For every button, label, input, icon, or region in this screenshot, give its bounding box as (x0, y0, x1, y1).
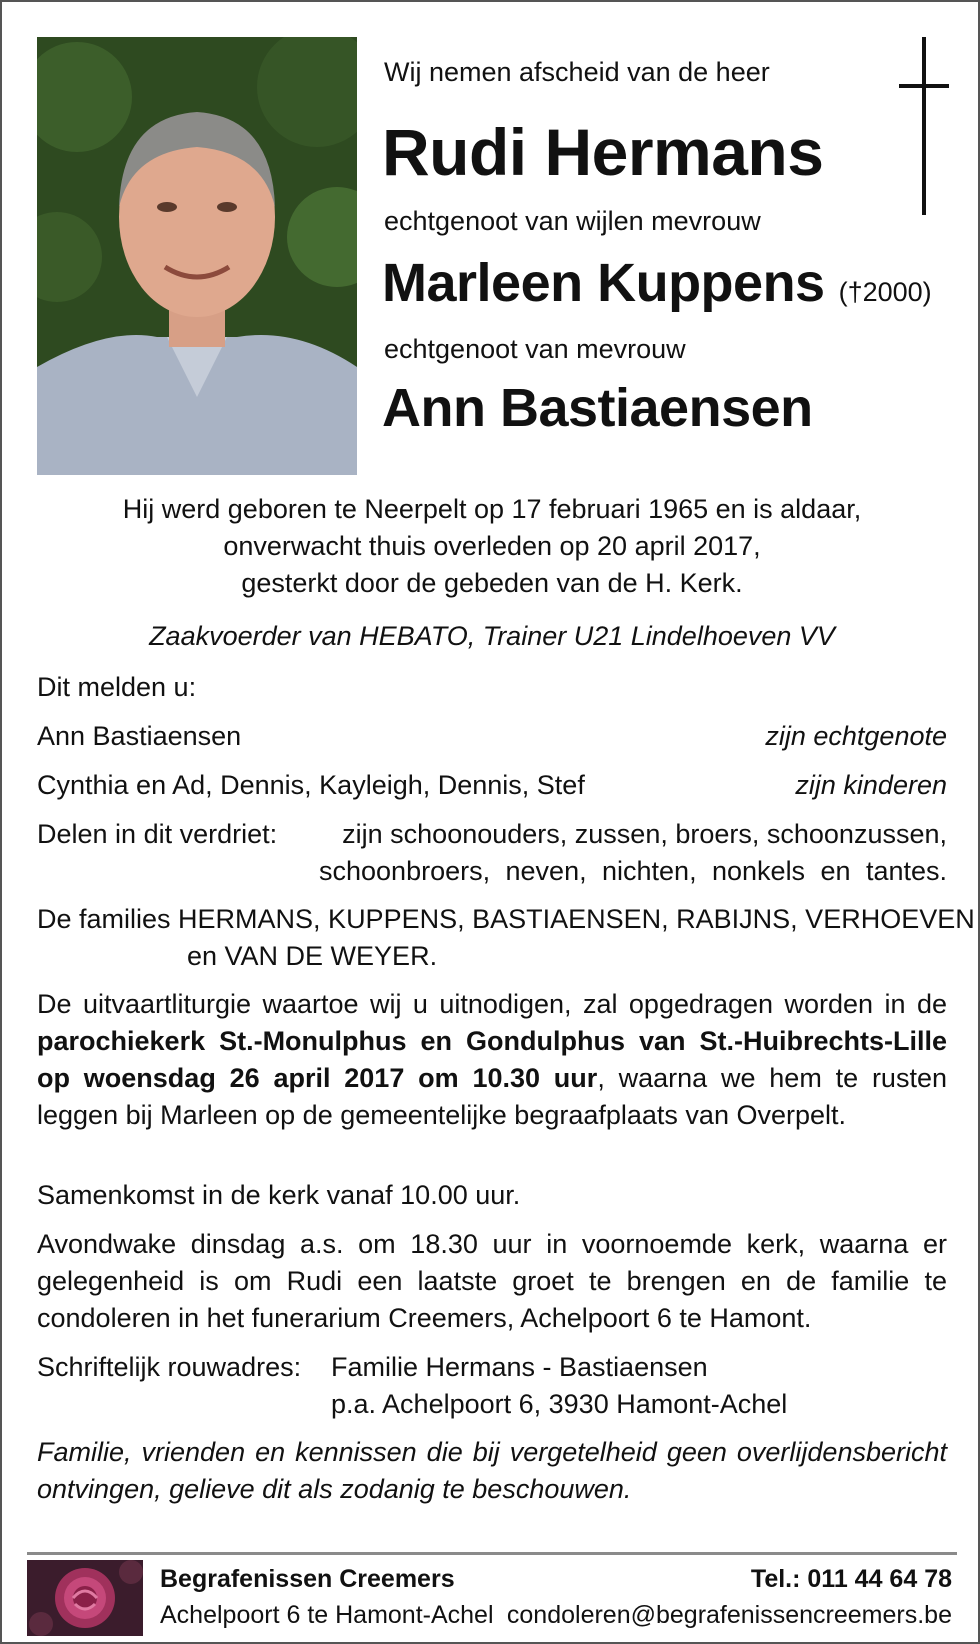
spouse1-death-year: (†2000) (838, 277, 932, 307)
rose-logo (27, 1560, 143, 1636)
occupation: Zaakvoerder van HEBATO, Trainer U21 Lindelhoeven VV (149, 621, 835, 651)
footer-divider (27, 1552, 957, 1555)
spouse2-intro: echtgenoot van mevrouw (384, 334, 686, 364)
funeral-company-name: Begrafenissen Creemers (160, 1565, 455, 1593)
deceased-name: Rudi Hermans (382, 115, 824, 189)
address-line-2: p.a. Achelpoort 6, 3930 Hamont-Achel (331, 1389, 788, 1419)
relative-role: zijn kinderen (795, 770, 947, 800)
spouse1-intro: echtgenoot van wijlen mevrouw (384, 206, 761, 236)
relative-name: Cynthia en Ad, Dennis, Kayleigh, Dennis, Stef (37, 770, 585, 800)
spouse2-name: Ann Bastiaensen (382, 378, 813, 438)
share-grief-line-1: zijn schoonouders, zussen, broers, schoonzussen, (342, 819, 947, 849)
portrait-photo (37, 37, 357, 475)
birth-line-3: gesterkt door de gebeden van de H. Kerk. (241, 568, 743, 598)
relative-name: Ann Bastiaensen (37, 721, 242, 751)
address-line-1: Familie Hermans - Bastiaensen (331, 1352, 708, 1382)
gathering-text: Samenkomst in de kerk vanaf 10.00 uur. (37, 1180, 521, 1210)
spouse1-name (382, 252, 932, 323)
birth-line-2: onverwacht thuis overleden op 20 april 2017, (223, 531, 761, 561)
share-grief-line-2: schoonbroers, neven, nichten, nonkels en tantes. (319, 856, 947, 886)
liturgy-paragraph (37, 986, 947, 1134)
share-grief-label: Delen in dit verdriet: (37, 819, 278, 849)
families-line-2: en VAN DE WEYER. (187, 941, 438, 971)
birth-line-1: Hij werd geboren te Neerpelt op 17 februari 1965 en is aldaar, (122, 494, 862, 524)
relative-row (37, 767, 947, 804)
address-label: Schriftelijk rouwadres: (37, 1352, 302, 1382)
funeral-company-email[interactable]: condoleren@begrafenissencreemers.be (506, 1601, 952, 1629)
share-grief (37, 816, 947, 890)
announce-text: Dit melden u: (37, 672, 197, 702)
families-line-1: De families HERMANS, KUPPENS, BASTIAENSEN, RABIJNS, VERHOEVEN (37, 904, 975, 934)
relative-role: zijn echtgenote (765, 721, 947, 751)
intro-text: Wij nemen afscheid van de heer (384, 57, 770, 87)
liturgy-part-2: , waarna we hem te rusten leggen bij Marleen op de gemeentelijke begraafplaats van Overpelt. (37, 1063, 947, 1130)
funeral-company-address: Achelpoort 6 te Hamont-Achel (160, 1601, 494, 1629)
liturgy-church-time: parochiekerk St.-Monulphus en Gondulphus van St.-Huibrechts-Lille op woensdag 26 april 2017 om 10.30 uur (37, 1026, 947, 1093)
spouse1-name-text: Marleen Kuppens (382, 253, 825, 313)
vigil-paragraph: Avondwake dinsdag a.s. om 18.30 uur in voornoemde kerk, waarna er gelegenheid is om Rudi een laatste groet te brengen en de familie te condoleren in het funerarium Creemers, Achelpoort 6 te Hamont. (37, 1229, 947, 1333)
announce (37, 669, 947, 706)
relative-row (37, 718, 947, 755)
closing-note: Familie, vrienden en kennissen die bij vergetelheid geen overlijdensbericht ontvingen, gelieve dit als zodanig te beschouwen. (37, 1437, 947, 1504)
liturgy-part-1: De uitvaartliturgie waartoe wij u uitnodigen, zal opgedragen worden in de (37, 989, 947, 1019)
mourning-address (37, 1349, 947, 1423)
funeral-company-phone: Tel.: 011 44 64 78 (750, 1565, 952, 1593)
cross-icon (897, 37, 949, 215)
